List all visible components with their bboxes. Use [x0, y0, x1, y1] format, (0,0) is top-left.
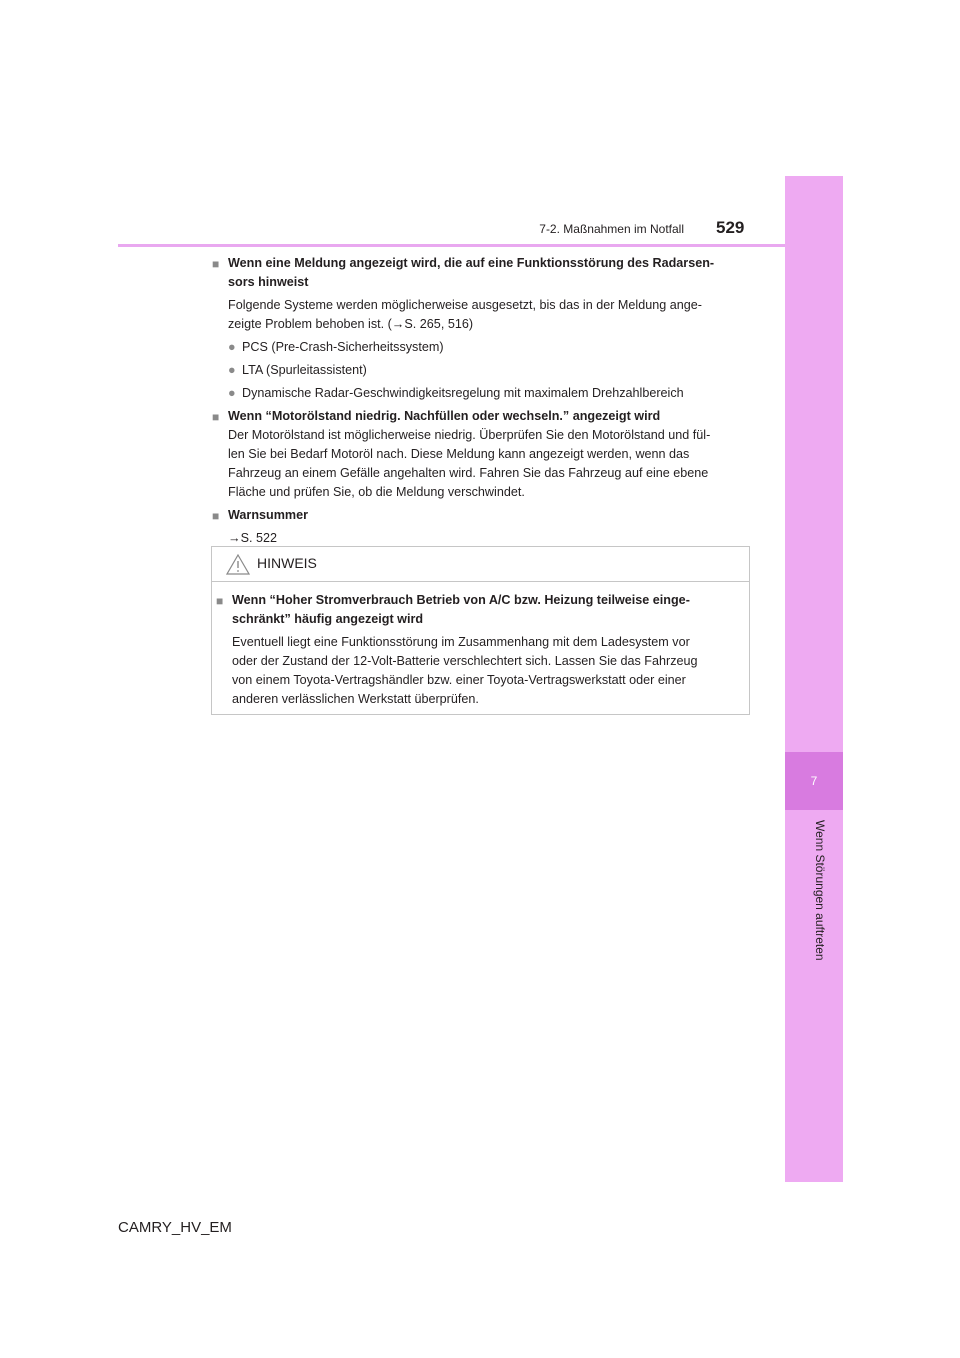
block1-heading [212, 254, 752, 292]
page-content [212, 254, 752, 548]
notice-text-line: von einem Toyota-Vertragshändler bzw. einer Toyota-Vertragswerkstatt oder einer [232, 673, 686, 687]
notice-title: HINWEIS [257, 555, 317, 571]
block3-heading: ■ Warnsummer [212, 506, 752, 525]
notice-text-line: anderen verlässlichen Werkstatt überprüfen. [232, 692, 479, 706]
page-number: 529 [716, 218, 745, 237]
notice-heading: ■ Wenn “Hoher Stromverbrauch Betrieb von A/C bzw. Heizung teilweise einge- schränkt” häufig angezeigt wird [216, 593, 690, 626]
block2-text-line: Der Motorölstand ist möglicherweise niedrig. Überprüfen Sie den Motorölstand und fül- [228, 428, 711, 442]
notice-text-line: Eventuell liegt eine Funktionsstörung im Zusammenhang mit dem Ladesystem vor [232, 635, 690, 649]
list-item: ● Dynamische Radar-Geschwindigkeitsregelung mit maximalem Drehzahlbereich [228, 384, 752, 403]
list-item: ● LTA (Spurleitassistent) [228, 361, 752, 380]
circle-bullet-icon: ● [228, 363, 236, 377]
block1-text-line1: Folgende Systeme werden möglicherweise ausgesetzt, bis das in der Meldung ange- [228, 298, 702, 312]
block1-title-line1: Wenn eine Meldung angezeigt wird, die auf eine Funktionsstörung des Radarsen- [228, 256, 715, 270]
block1-title-line2: sors hinweist [228, 275, 309, 289]
block2-text-line: len Sie bei Bedarf Motoröl nach. Diese Meldung kann angezeigt werden, wenn das [228, 447, 690, 461]
chapter-title: Wenn Störungen auftreten [813, 820, 827, 961]
block1-text-line2: zeigte Problem behoben ist. (→S. 265, 516) [228, 317, 474, 331]
block2-text-line: Fahrzeug an einem Gefälle angehalten wird. Fahren Sie das Fahrzeug auf eine ebene [228, 466, 709, 480]
circle-bullet-icon: ● [228, 340, 236, 354]
warning-triangle-icon [226, 554, 250, 575]
block2-heading: ■ Wenn “Motorölstand niedrig. Nachfüllen oder wechseln.” angezeigt wird [212, 407, 752, 426]
chapter-number: 7 [785, 752, 843, 810]
header-divider [118, 244, 785, 247]
circle-bullet-icon: ● [228, 386, 236, 400]
square-bullet-icon: ■ [212, 257, 220, 271]
notice-text-line: oder der Zustand der 12-Volt-Batterie verschlechtert sich. Lassen Sie das Fahrzeug [232, 654, 698, 668]
notice-header [212, 547, 749, 582]
notice-body [212, 591, 740, 709]
square-bullet-icon: ■ [212, 410, 220, 424]
square-bullet-icon: ■ [212, 509, 220, 523]
list-item: ● PCS (Pre-Crash-Sicherheitssystem) [228, 338, 752, 357]
model-code: CAMRY_HV_EM [118, 1219, 232, 1236]
page-reference-link[interactable]: →S. 522 [228, 531, 278, 545]
block2-text-line: Fläche und prüfen Sie, ob die Meldung verschwindet. [228, 485, 525, 499]
section-title: 7-2. Maßnahmen im Notfall [539, 222, 684, 236]
chapter-side-tab [785, 176, 843, 1182]
square-bullet-icon: ■ [216, 594, 224, 608]
notice-box [211, 546, 750, 715]
